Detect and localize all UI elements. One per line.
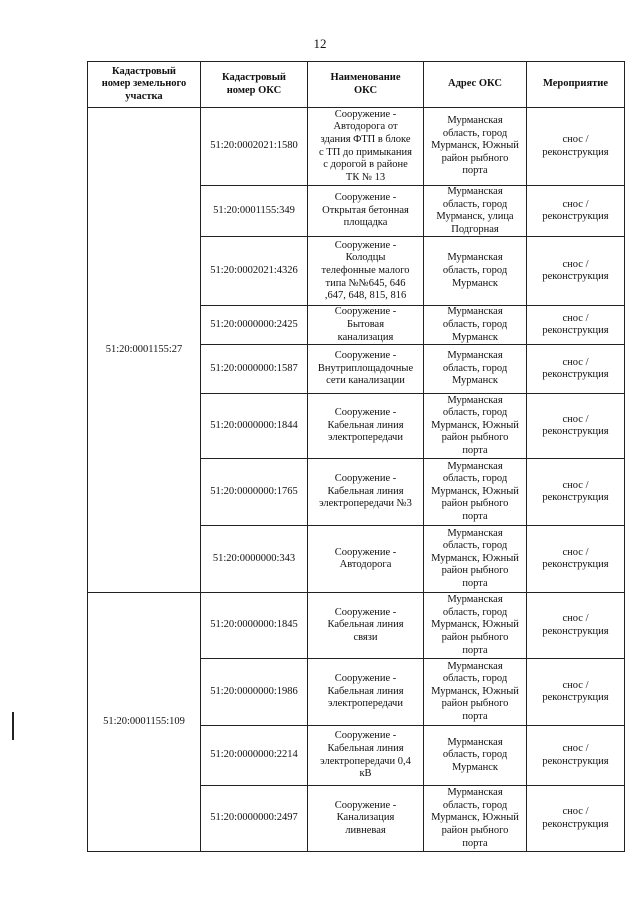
oks-cadastral-number: 51:20:0000000:1845 (201, 593, 308, 659)
oks-action-line: снос / (562, 258, 589, 270)
table-row (88, 108, 625, 186)
oks-address-line: район рыбного (441, 432, 509, 444)
oks-action-line: снос / (562, 479, 589, 491)
oks-cadastral-number: 51:20:0000000:1587 (201, 345, 308, 394)
oks-name-line: Сооружение - (334, 473, 397, 485)
oks-name (308, 659, 424, 726)
oks-cadastral-number: 51:20:0000000:1844 (201, 394, 308, 459)
oks-action (527, 526, 625, 593)
oks-action (527, 593, 625, 659)
oks-address-line: Мурманск, Южный (431, 812, 519, 824)
oks-action-line: снос / (562, 356, 589, 368)
oks-address (424, 659, 527, 726)
oks-name-line: Сооружение - (334, 239, 397, 251)
oks-cadastral-number: 51:20:0000000:2425 (201, 306, 308, 345)
oks-action (527, 459, 625, 526)
oks-address (424, 786, 527, 852)
oks-action-line: реконструкция (542, 146, 609, 158)
header-oks-name (308, 62, 424, 108)
oks-address-line: область, город (442, 799, 508, 811)
oks-address-line: Мурманск, Южный (431, 485, 519, 497)
oks-address-line: Мурманск (451, 331, 499, 343)
oks-address-line: порта (462, 837, 488, 849)
oks-cadastral-number: 51:20:0000000:343 (201, 526, 308, 593)
margin-mark (12, 712, 14, 740)
oks-action-line: снос / (562, 546, 589, 558)
oks-address-line: Мурманск, Южный (431, 140, 519, 152)
oks-name-line: Сооружение - (334, 407, 397, 419)
oks-address-line: Мурманск (451, 375, 499, 387)
oks-name-line: Сооружение - (334, 546, 397, 558)
oks-table (87, 61, 625, 852)
oks-name-line: Кабельная линия (327, 485, 404, 497)
oks-name (308, 108, 424, 186)
oks-address-line: район рыбного (441, 152, 509, 164)
oks-address-line: порта (462, 445, 488, 457)
oks-name-line: электропередачи (328, 432, 403, 444)
oks-address-line: область, город (442, 749, 508, 761)
oks-name (308, 593, 424, 659)
header-line: Кадастровый (112, 65, 176, 77)
oks-name (308, 237, 424, 306)
oks-name-line: электропередачи (328, 698, 403, 710)
oks-address-line: область, город (442, 473, 508, 485)
parcel-cadastral-number: 51:20:0001155:109 (88, 593, 201, 852)
oks-action-line: реконструкция (542, 559, 609, 571)
oks-name-line: сети канализации (326, 375, 405, 387)
parcel-cadastral-number: 51:20:0001155:27 (88, 108, 201, 593)
header-line: номер ОКС (226, 84, 282, 96)
header-oks-address (424, 62, 527, 108)
oks-action (527, 786, 625, 852)
oks-address-line: область, город (442, 673, 508, 685)
oks-address (424, 306, 527, 345)
oks-address (424, 459, 527, 526)
oks-name-line: Кабельная линия (327, 743, 404, 755)
oks-name-line: Сооружение - (334, 192, 397, 204)
oks-action-line: снос / (562, 806, 589, 818)
oks-address-line: область, город (442, 198, 508, 210)
oks-address-line: Мурманск (451, 761, 499, 773)
oks-name (308, 186, 424, 237)
oks-name-line: здания ФТП в блоке (320, 133, 411, 145)
oks-address-line: Мурманская (447, 594, 503, 606)
oks-action (527, 186, 625, 237)
oks-address-line: район рыбного (441, 565, 509, 577)
oks-name-line: канализация (337, 331, 394, 343)
oks-action (527, 306, 625, 345)
header-action (527, 62, 625, 108)
oks-name-line: Кабельная линия (327, 685, 404, 697)
oks-address-line: Мурманск, Южный (431, 685, 519, 697)
oks-address-line: область, город (442, 606, 508, 618)
oks-address (424, 108, 527, 186)
oks-address-line: порта (462, 578, 488, 590)
oks-action-line: реконструкция (542, 692, 609, 704)
oks-action-line: реконструкция (542, 492, 609, 504)
oks-address-line: область, город (442, 127, 508, 139)
oks-address-line: район рыбного (441, 498, 509, 510)
oks-name-line: с ТП до примыкания (319, 146, 412, 158)
oks-name-line: электропередачи 0,4 (320, 755, 411, 767)
oks-address-line: Мурманск, улица (436, 211, 514, 223)
oks-address (424, 394, 527, 459)
oks-cadastral-number: 51:20:0000000:2214 (201, 726, 308, 786)
oks-address-line: район рыбного (441, 698, 509, 710)
oks-action-line: снос / (562, 312, 589, 324)
oks-name (308, 306, 424, 345)
oks-name-line: с дорогой в районе (323, 159, 408, 171)
header-parcel-cadastral (88, 62, 201, 108)
oks-action-line: снос / (562, 743, 589, 755)
oks-name (308, 394, 424, 459)
oks-name-line: Сооружение - (334, 108, 397, 120)
oks-address-line: Мурманская (447, 527, 503, 539)
oks-name-line: Сооружение - (334, 350, 397, 362)
oks-address-line: Мурманская (447, 306, 503, 318)
oks-cadastral-number: 51:20:0000000:2497 (201, 786, 308, 852)
oks-address (424, 345, 527, 394)
oks-address-line: Мурманская (447, 394, 503, 406)
oks-address-line: Мурманская (447, 186, 503, 197)
oks-action-line: снос / (562, 133, 589, 145)
oks-address-line: область, город (442, 407, 508, 419)
oks-action-line: реконструкция (542, 211, 609, 223)
oks-name-line: электропередачи №3 (319, 498, 412, 510)
header-line: участка (125, 90, 163, 102)
oks-action-line: реконструкция (542, 325, 609, 337)
oks-address-line: область, город (442, 362, 508, 374)
oks-cadastral-number: 51:20:0000000:1986 (201, 659, 308, 726)
oks-address-line: район рыбного (441, 631, 509, 643)
oks-address-line: Мурманская (447, 350, 503, 362)
oks-name (308, 459, 424, 526)
table-body (88, 108, 625, 852)
oks-action (527, 108, 625, 186)
oks-address-line: Мурманск, Южный (431, 619, 519, 631)
oks-address-line: порта (462, 711, 488, 723)
oks-action-line: снос / (562, 413, 589, 425)
oks-name (308, 345, 424, 394)
oks-address-line: Мурманск, Южный (431, 419, 519, 431)
oks-address-line: область, город (442, 540, 508, 552)
oks-address-line: порта (462, 644, 488, 656)
oks-action-line: реконструкция (542, 369, 609, 381)
oks-name-line: Кабельная линия (327, 419, 404, 431)
oks-address-line: Мурманск, Южный (431, 552, 519, 564)
page-number: 12 (313, 36, 327, 51)
oks-address (424, 726, 527, 786)
oks-name (308, 726, 424, 786)
oks-name-line: ТК № 13 (345, 171, 386, 183)
oks-name-line: Сооружение - (334, 799, 397, 811)
header-line: Кадастровый (222, 71, 286, 83)
header-line: ОКС (353, 84, 378, 96)
table-row (88, 593, 625, 659)
header-line: Мероприятие (542, 78, 608, 90)
oks-name-line: Колодцы (345, 252, 386, 264)
oks-name-line: телефонные малого (321, 265, 410, 277)
oks-action-line: реконструкция (542, 426, 609, 438)
oks-name-line: Канализация (336, 812, 395, 824)
oks-action (527, 659, 625, 726)
header-line: номер земельного (101, 78, 187, 90)
oks-cadastral-number: 51:20:0001155:349 (201, 186, 308, 237)
oks-address-line: Мурманская (447, 460, 503, 472)
oks-name-line: Сооружение - (334, 606, 397, 618)
oks-name-line: Автодорога от (333, 121, 398, 133)
oks-action (527, 394, 625, 459)
oks-name-line: ,647, 648, 815, 816 (324, 290, 407, 302)
oks-address-line: область, город (442, 318, 508, 330)
oks-name-line: Сооружение - (334, 673, 397, 685)
oks-address (424, 237, 527, 306)
oks-name-line: связи (353, 631, 378, 643)
oks-name (308, 526, 424, 593)
oks-name-line: Внутриплощадочные (317, 362, 414, 374)
oks-action-line: реконструкция (542, 755, 609, 767)
oks-address-line: порта (462, 165, 488, 177)
oks-name-line: ливневая (345, 824, 386, 836)
oks-name-line: Открытая бетонная (322, 204, 409, 216)
oks-action-line: реконструкция (542, 818, 609, 830)
oks-action-line: реконструкция (542, 625, 609, 637)
oks-name-line: Кабельная линия (327, 619, 404, 631)
header-oks-cadastral (201, 62, 308, 108)
oks-address-line: район рыбного (441, 824, 509, 836)
oks-action-line: снос / (562, 198, 589, 210)
oks-address-line: область, город (442, 265, 508, 277)
oks-address-line: Мурманская (447, 252, 503, 264)
oks-name-line: площадка (343, 217, 388, 229)
oks-cadastral-number: 51:20:0002021:1580 (201, 108, 308, 186)
oks-address-line: Мурманская (447, 660, 503, 672)
oks-name-line: Сооружение - (334, 730, 397, 742)
oks-action-line: реконструкция (542, 271, 609, 283)
oks-address (424, 593, 527, 659)
oks-address-line: Мурманская (447, 736, 503, 748)
oks-name-line: Бытовая (346, 318, 385, 330)
oks-name (308, 786, 424, 852)
oks-name-line: типа №№645, 646 (325, 277, 406, 289)
oks-address (424, 186, 527, 237)
header-line: Адрес ОКС (448, 78, 502, 90)
oks-address-line: порта (462, 511, 488, 523)
oks-action (527, 237, 625, 306)
oks-action (527, 726, 625, 786)
oks-address-line: Мурманск (451, 277, 499, 289)
oks-cadastral-number: 51:20:0000000:1765 (201, 459, 308, 526)
oks-name-line: Сооружение - (334, 306, 397, 318)
header-line: Наименование (330, 71, 401, 83)
oks-action-line: снос / (562, 679, 589, 691)
oks-address-line: Мурманская (447, 115, 503, 127)
oks-name-line: кВ (359, 768, 372, 780)
oks-address (424, 526, 527, 593)
oks-name-line: Автодорога (339, 559, 392, 571)
oks-action (527, 345, 625, 394)
oks-cadastral-number: 51:20:0002021:4326 (201, 237, 308, 306)
oks-address-line: Подгорная (451, 223, 499, 235)
oks-action-line: снос / (562, 613, 589, 625)
header-row (88, 62, 625, 108)
oks-address-line: Мурманская (447, 787, 503, 799)
